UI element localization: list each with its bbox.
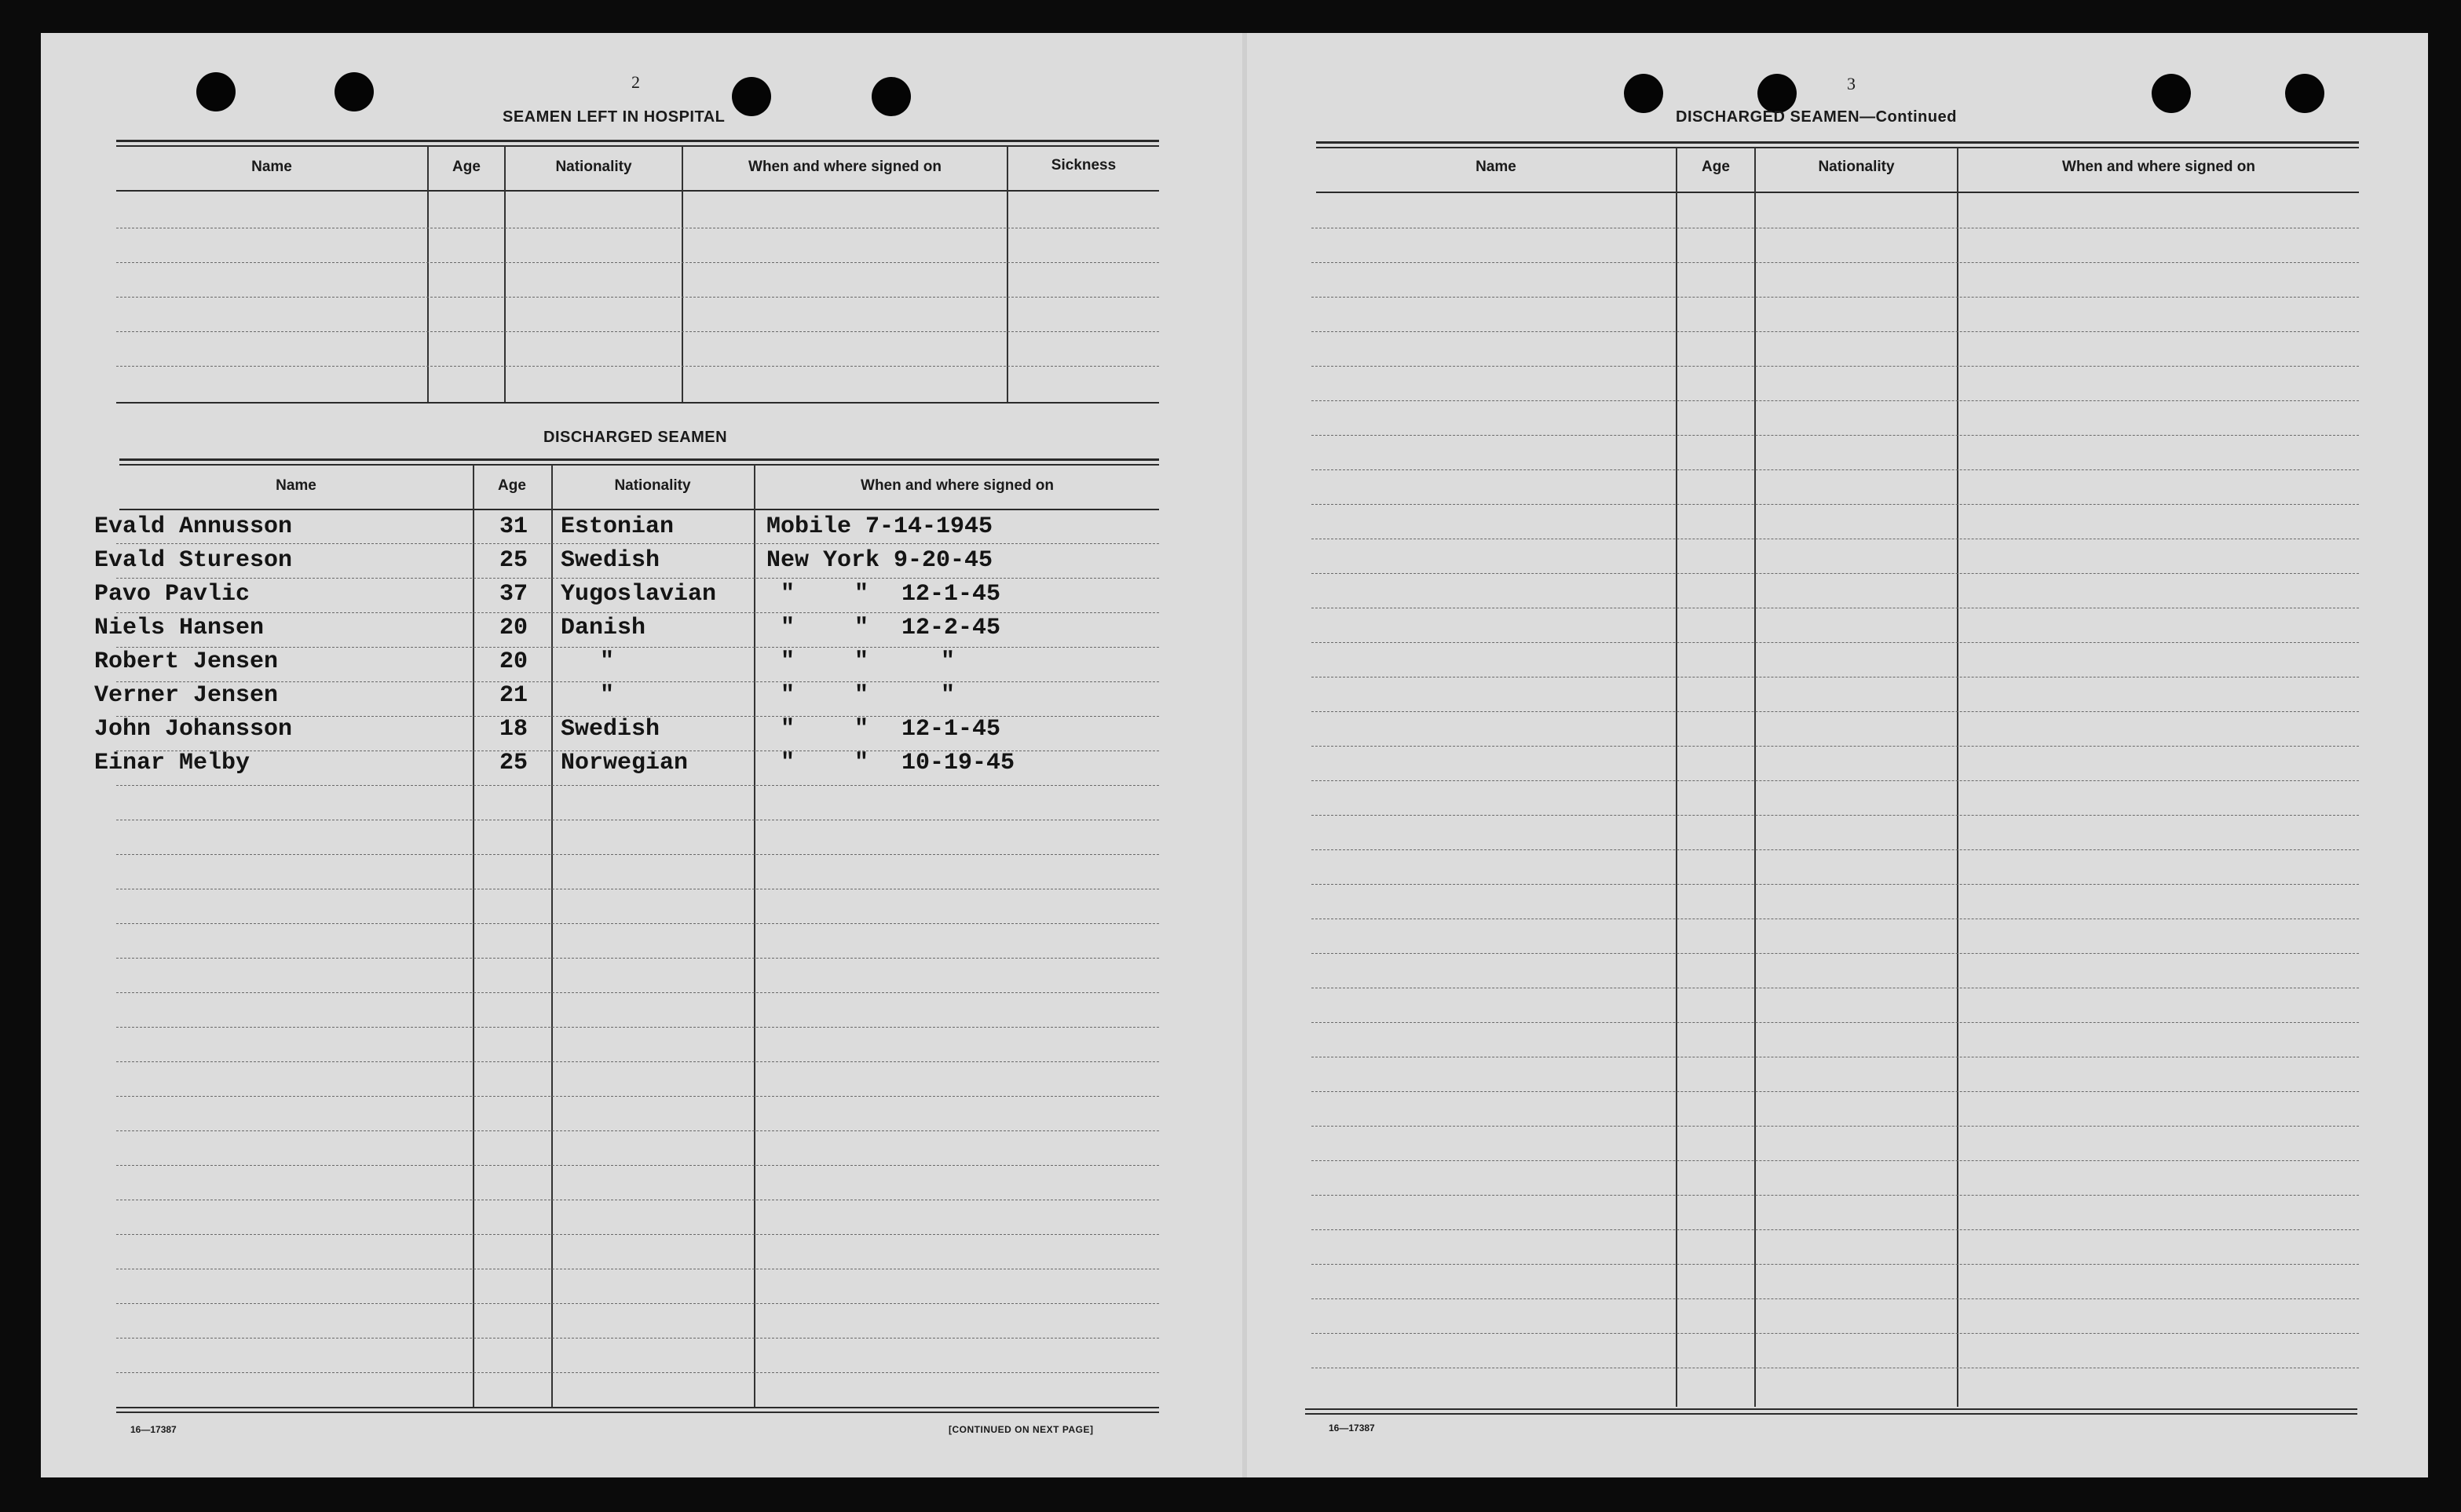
col-header-sickness: Sickness xyxy=(1051,157,1117,173)
page-number-left: 2 xyxy=(631,72,640,92)
row-line xyxy=(1311,1195,2359,1196)
row-line xyxy=(116,647,1159,648)
ditto-mark: " xyxy=(854,581,869,608)
col-header-age: Age xyxy=(452,159,481,175)
seaman-nationality: Estonian xyxy=(561,513,675,540)
table-bottom-rule xyxy=(1305,1413,2357,1415)
signed-on: New York 9-20-45 xyxy=(766,547,993,574)
punch-hole xyxy=(872,77,911,116)
document-sheet xyxy=(41,33,2428,1477)
column-divider xyxy=(504,146,506,404)
row-line xyxy=(1311,504,2359,505)
seaman-name: John Johansson xyxy=(94,716,293,743)
ditto-mark: " xyxy=(854,648,869,675)
continued-note: [CONTINUED ON NEXT PAGE] xyxy=(949,1424,1094,1435)
seaman-name: Verner Jensen xyxy=(94,682,279,709)
row-line xyxy=(1311,573,2359,574)
table-bottom-rule xyxy=(116,402,1159,404)
row-line xyxy=(1311,366,2359,367)
signed-on: Mobile 7-14-1945 xyxy=(766,513,993,540)
seaman-name: Evald Stureson xyxy=(94,547,293,574)
row-line xyxy=(1311,1229,2359,1230)
column-divider xyxy=(1754,148,1756,1407)
row-line xyxy=(1311,1333,2359,1334)
row-line xyxy=(1311,1160,2359,1161)
row-line xyxy=(116,785,1159,786)
row-line xyxy=(1311,1298,2359,1299)
table-top-rule xyxy=(116,145,1159,147)
row-line xyxy=(116,1061,1159,1062)
row-line xyxy=(1311,1091,2359,1092)
column-divider xyxy=(473,465,474,1407)
seaman-age: 37 xyxy=(499,581,528,608)
ditto-mark: " xyxy=(781,615,795,641)
table-top-rule xyxy=(116,140,1159,142)
punch-hole xyxy=(2152,74,2191,113)
header-bottom-rule xyxy=(119,509,1159,510)
row-line xyxy=(1311,815,2359,816)
column-divider xyxy=(754,465,755,1407)
seaman-nationality: Yugoslavian xyxy=(561,581,717,608)
column-divider xyxy=(1676,148,1677,1407)
row-line xyxy=(1311,1126,2359,1127)
col-header-signed-on: When and where signed on xyxy=(2062,159,2255,175)
hospital-section-title: SEAMEN LEFT IN HOSPITAL xyxy=(503,108,726,126)
table-bottom-rule xyxy=(116,1412,1159,1413)
discharged-section-title: DISCHARGED SEAMEN xyxy=(543,429,728,446)
ditto-mark: " xyxy=(781,581,795,608)
row-line xyxy=(1311,780,2359,781)
ditto-mark: " xyxy=(781,750,795,776)
row-line xyxy=(116,1372,1159,1373)
seaman-nationality: " xyxy=(600,682,615,709)
ditto-mark: " xyxy=(781,682,795,709)
signed-on: 12-1-45 xyxy=(901,581,1001,608)
col-header-age: Age xyxy=(498,477,526,494)
form-number-left: 16—17387 xyxy=(130,1424,177,1435)
punch-hole xyxy=(196,72,236,111)
seaman-age: 25 xyxy=(499,750,528,776)
column-divider xyxy=(427,146,429,404)
seaman-nationality: Danish xyxy=(561,615,646,641)
row-line xyxy=(116,297,1159,298)
row-line xyxy=(1311,297,2359,298)
seaman-age: 20 xyxy=(499,615,528,641)
row-line xyxy=(116,262,1159,263)
ditto-mark: " xyxy=(781,648,795,675)
signed-on: " xyxy=(941,648,956,675)
row-line xyxy=(116,1338,1159,1339)
row-line xyxy=(116,612,1159,613)
col-header-nationality: Nationality xyxy=(555,159,632,175)
row-line xyxy=(116,1165,1159,1166)
signed-on: 12-2-45 xyxy=(901,615,1001,641)
col-header-name: Name xyxy=(1476,159,1516,175)
row-line xyxy=(116,1027,1159,1028)
form-number-right: 16—17387 xyxy=(1329,1423,1375,1433)
seaman-name: Pavo Pavlic xyxy=(94,581,250,608)
table-bottom-rule xyxy=(116,1407,1159,1408)
discharged-continued-title xyxy=(1676,108,1957,126)
ditto-mark: " xyxy=(854,750,869,776)
seaman-age: 21 xyxy=(499,682,528,709)
seaman-name: Evald Annusson xyxy=(94,513,293,540)
signed-on: " xyxy=(941,682,956,709)
punch-hole xyxy=(1757,74,1797,113)
punch-hole xyxy=(1624,74,1663,113)
row-line xyxy=(1311,884,2359,885)
row-line xyxy=(1311,262,2359,263)
row-line xyxy=(1311,435,2359,436)
seaman-age: 25 xyxy=(499,547,528,574)
page-fold xyxy=(1242,33,1247,1477)
signed-on: 12-1-45 xyxy=(901,716,1001,743)
ditto-mark: " xyxy=(854,615,869,641)
row-line xyxy=(1311,331,2359,332)
row-line xyxy=(116,366,1159,367)
seaman-age: 20 xyxy=(499,648,528,675)
row-line xyxy=(1311,469,2359,470)
col-header-signed-on: When and where signed on xyxy=(861,477,1054,494)
row-line xyxy=(116,1303,1159,1304)
row-line xyxy=(1311,953,2359,954)
column-divider xyxy=(1957,148,1958,1407)
table-top-rule xyxy=(1316,141,2359,144)
col-header-name: Name xyxy=(276,477,316,494)
table-bottom-rule xyxy=(1305,1408,2357,1410)
seaman-nationality: Swedish xyxy=(561,547,660,574)
table-top-rule xyxy=(119,464,1159,466)
row-line xyxy=(116,543,1159,544)
seaman-nationality: " xyxy=(600,648,615,675)
ditto-mark: " xyxy=(854,682,869,709)
punch-hole xyxy=(335,72,374,111)
col-header-nationality: Nationality xyxy=(1818,159,1895,175)
row-line xyxy=(116,1096,1159,1097)
column-divider xyxy=(1007,146,1008,404)
row-line xyxy=(1311,746,2359,747)
row-line xyxy=(1311,642,2359,643)
row-line xyxy=(116,854,1159,855)
col-header-nationality: Nationality xyxy=(614,477,691,494)
row-line xyxy=(116,578,1159,579)
col-header-signed-on: When and where signed on xyxy=(748,159,942,175)
punch-hole xyxy=(732,77,771,116)
column-divider xyxy=(682,146,683,404)
col-header-age: Age xyxy=(1702,159,1730,175)
row-line xyxy=(1311,1264,2359,1265)
header-bottom-rule xyxy=(1316,192,2359,193)
row-line xyxy=(116,958,1159,959)
title-suffix: —Continued xyxy=(1859,108,1957,126)
seaman-nationality: Norwegian xyxy=(561,750,689,776)
seaman-age: 31 xyxy=(499,513,528,540)
seaman-name: Robert Jensen xyxy=(94,648,279,675)
row-line xyxy=(116,1130,1159,1131)
seaman-age: 18 xyxy=(499,716,528,743)
row-line xyxy=(116,923,1159,924)
seaman-nationality: Swedish xyxy=(561,716,660,743)
row-line xyxy=(1311,1022,2359,1023)
row-line xyxy=(116,992,1159,993)
seaman-name: Einar Melby xyxy=(94,750,250,776)
ditto-mark: " xyxy=(854,716,869,743)
col-header-name: Name xyxy=(251,159,292,175)
row-line xyxy=(1311,400,2359,401)
row-line xyxy=(1311,849,2359,850)
seaman-name: Niels Hansen xyxy=(94,615,265,641)
punch-hole xyxy=(2285,74,2324,113)
row-line xyxy=(1311,711,2359,712)
table-top-rule xyxy=(1316,147,2359,148)
title-main: DISCHARGED SEAMEN xyxy=(1676,108,1860,126)
row-line xyxy=(116,1234,1159,1235)
column-divider xyxy=(551,465,553,1407)
row-line xyxy=(116,331,1159,332)
table-top-rule xyxy=(119,458,1159,461)
header-bottom-rule xyxy=(116,190,1159,192)
ditto-mark: " xyxy=(781,716,795,743)
page-number-right: 3 xyxy=(1847,74,1856,93)
signed-on: 10-19-45 xyxy=(901,750,1015,776)
